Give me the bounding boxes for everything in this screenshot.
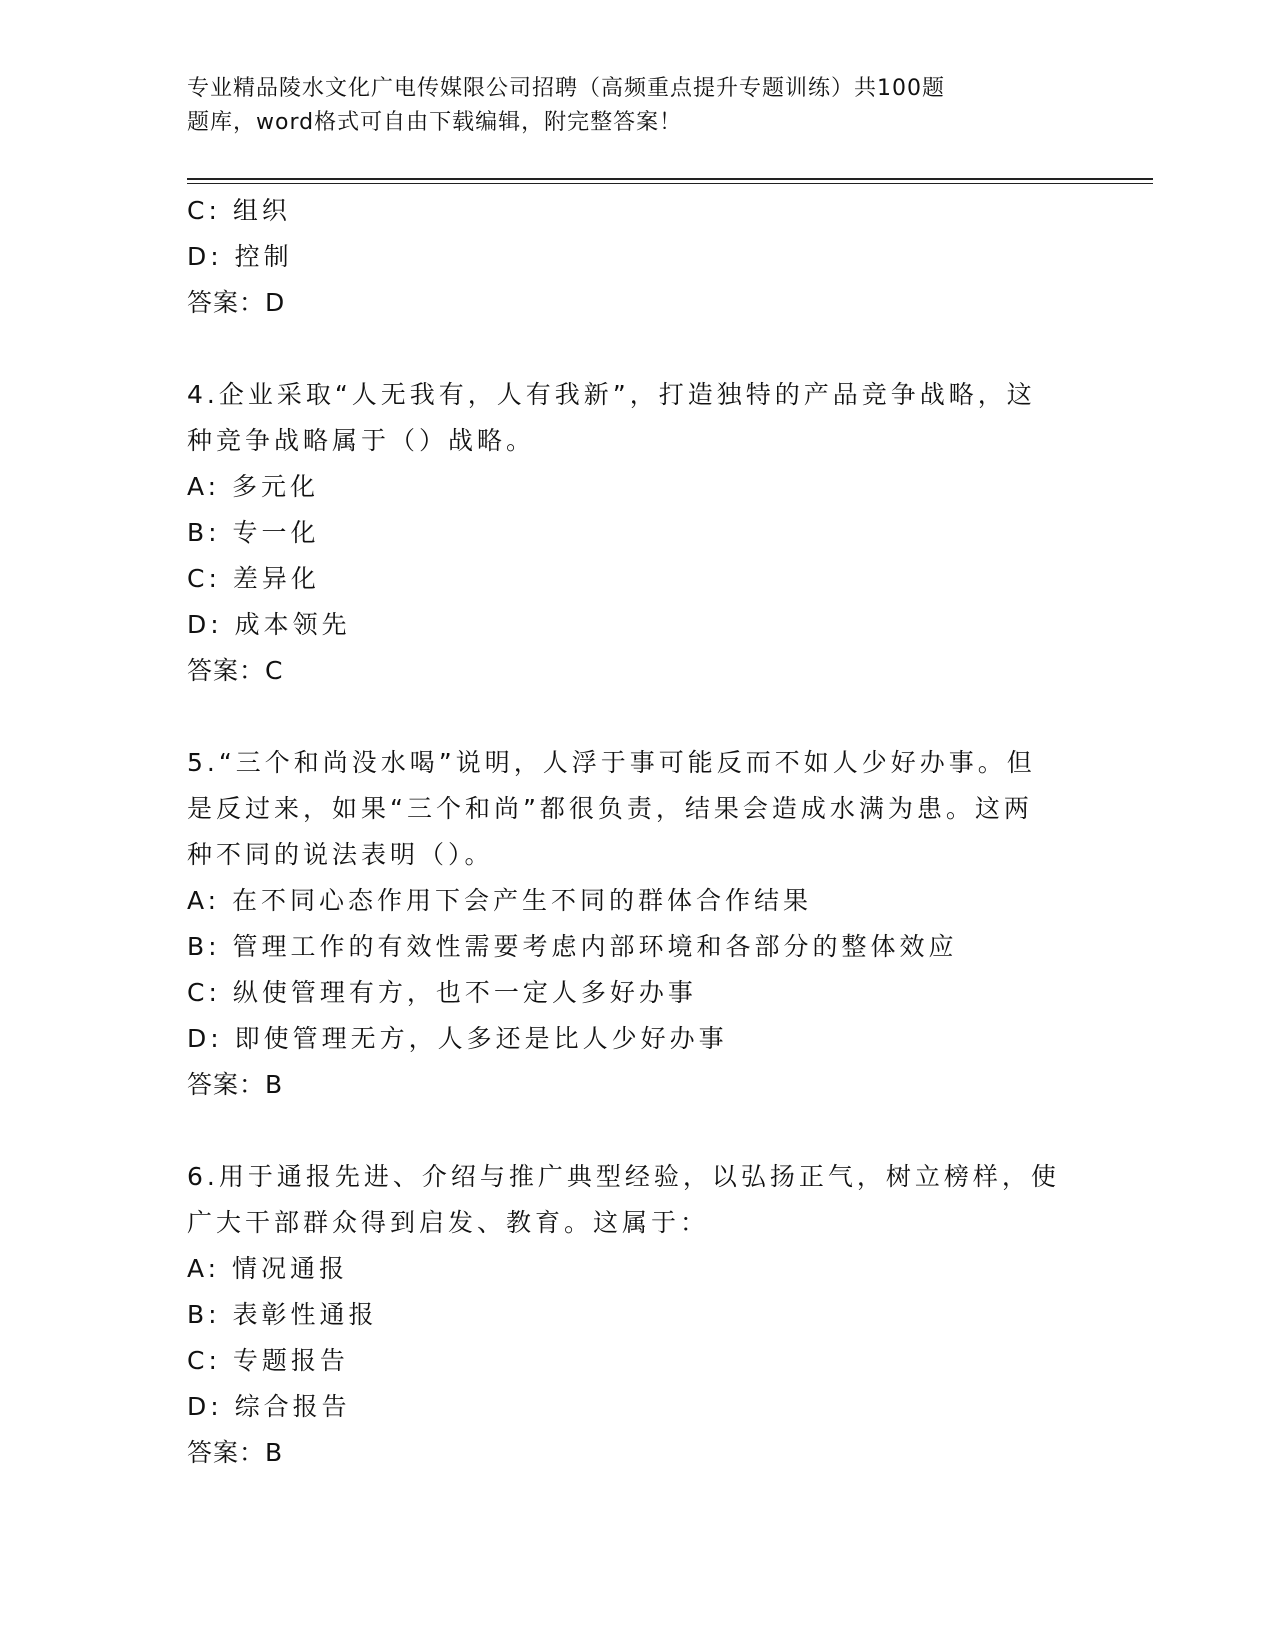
spacer <box>187 1108 1087 1154</box>
question-5-text-line-2: 是反过来，如果“三个和尚”都很负责，结果会造成水满为患。这两 <box>187 794 1033 823</box>
question-6-answer: 答案：B <box>187 1438 284 1467</box>
document-body <box>187 188 1087 1476</box>
question-6-option-a: A: 情况通报 <box>187 1254 349 1283</box>
question-5-option-b: B: 管理工作的有效性需要考虑内部环境和各部分的整体效应 <box>187 932 958 961</box>
header-line-1: 专业精品陵水文化广电传媒限公司招聘（高频重点提升专题训练）共100题 <box>187 76 945 101</box>
question-6-option-c: C: 专题报告 <box>187 1346 349 1375</box>
question-5-option-d: D: 即使管理无方，人多还是比人少好办事 <box>187 1024 728 1053</box>
question-5-text-line-1: 5.“三个和尚没水喝”说明，人浮于事可能反而不如人少好办事。但 <box>187 748 1036 777</box>
question-4-option-c: C: 差异化 <box>187 564 320 593</box>
question-6-text-line-1: 6.用于通报先进、介绍与推广典型经验，以弘扬正气，树立榜样，使 <box>187 1162 1060 1191</box>
question-4-option-b: B: 专一化 <box>187 518 320 547</box>
question-3 <box>187 188 1087 326</box>
question-3-option-c: C: 组织 <box>187 196 291 225</box>
header-divider-thick <box>187 178 1153 180</box>
question-4-option-d: D: 成本领先 <box>187 610 351 639</box>
header-divider-thin <box>187 183 1153 184</box>
spacer <box>187 694 1087 740</box>
question-5-text-line-3: 种不同的说法表明（）。 <box>187 840 494 869</box>
header-line-2: 题库，word格式可自由下载编辑，附完整答案！ <box>187 110 683 135</box>
document-header <box>187 72 1017 140</box>
question-3-option-d: D: 控制 <box>187 242 293 271</box>
question-6-text-line-2: 广大干部群众得到启发、教育。这属于： <box>187 1208 710 1237</box>
question-4-text-line-1: 4.企业采取“人无我有，人有我新”，打造独特的产品竞争战略，这 <box>187 380 1036 409</box>
question-5-answer: 答案：B <box>187 1070 284 1099</box>
question-4-answer: 答案：C <box>187 656 284 685</box>
question-6 <box>187 1154 1087 1476</box>
question-3-answer: 答案：D <box>187 288 286 317</box>
question-6-option-b: B: 表彰性通报 <box>187 1300 378 1329</box>
spacer <box>187 326 1087 372</box>
question-6-option-d: D: 综合报告 <box>187 1392 351 1421</box>
question-4 <box>187 372 1087 694</box>
question-5 <box>187 740 1087 1108</box>
question-4-option-a: A: 多元化 <box>187 472 320 501</box>
question-5-option-c: C: 纵使管理有方，也不一定人多好办事 <box>187 978 697 1007</box>
question-5-option-a: A: 在不同心态作用下会产生不同的群体合作结果 <box>187 886 813 915</box>
question-4-text-line-2: 种竞争战略属于（）战略。 <box>187 426 536 455</box>
